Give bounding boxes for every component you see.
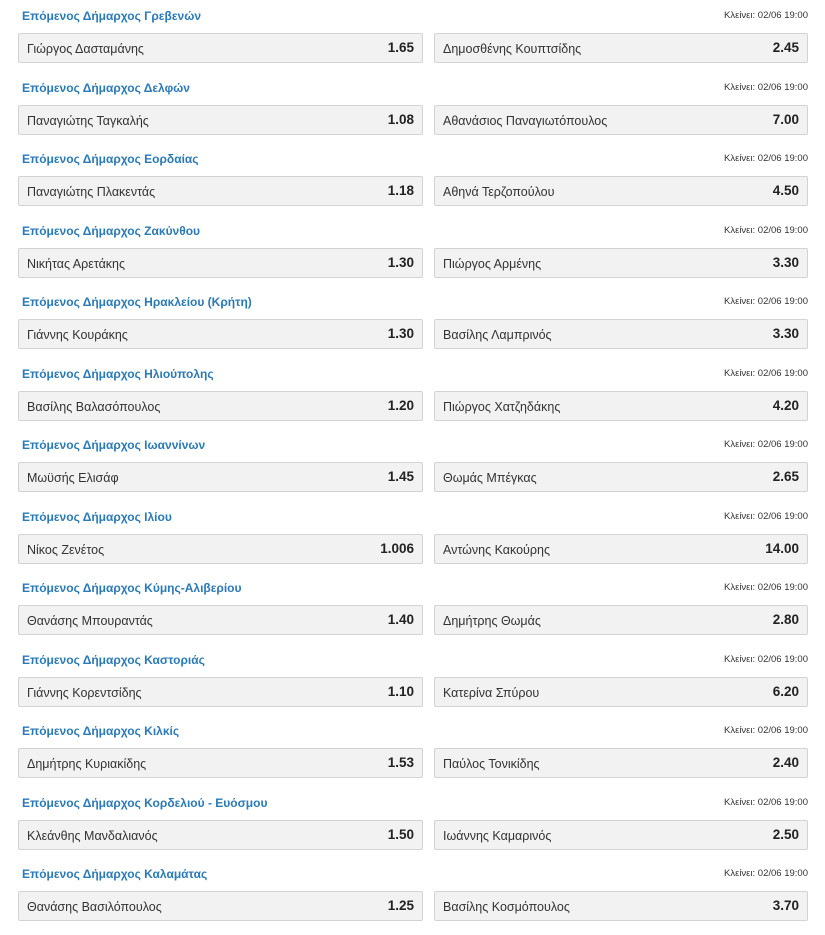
selection-name: Αθανάσιος Παναγιωτόπουλος — [443, 113, 608, 128]
market-header — [22, 152, 808, 168]
market-title[interactable]: Επόμενος Δήμαρχος Ηλιούπολης — [22, 366, 214, 381]
market-block — [0, 358, 825, 430]
market-close-time: Κλείνει: 02/06 19:00 — [724, 582, 808, 593]
market-block — [0, 215, 825, 287]
market-header — [22, 510, 808, 526]
away-selection-button[interactable] — [434, 105, 808, 135]
away-selection-button[interactable] — [434, 820, 808, 850]
home-selection-button[interactable] — [18, 820, 423, 850]
selection-odds: 3.70 — [772, 898, 799, 913]
market-header — [22, 224, 808, 240]
market-title[interactable]: Επόμενος Δήμαρχος Ιλίου — [22, 509, 172, 524]
market-title[interactable]: Επόμενος Δήμαρχος Ηρακλείου (Κρήτη) — [22, 295, 252, 309]
market-header — [22, 867, 808, 883]
home-selection-button[interactable] — [18, 33, 423, 63]
away-selection-button[interactable] — [434, 605, 808, 635]
away-selection-button[interactable] — [434, 534, 808, 564]
selection-name: Βασίλης Κοσμόπουλος — [443, 900, 570, 914]
away-selection-button[interactable] — [434, 748, 808, 778]
selection-name: Γιάννης Κουράκης — [27, 328, 128, 342]
home-selection-button[interactable] — [18, 248, 423, 278]
market-title[interactable]: Επόμενος Δήμαρχος Ιωαννίνων — [22, 438, 206, 452]
market-block — [0, 429, 825, 501]
market-block — [0, 72, 825, 144]
home-selection-button[interactable] — [18, 462, 423, 492]
selection-name: Παύλος Τονικίδης — [443, 757, 540, 771]
away-selection-button[interactable] — [434, 391, 808, 421]
selection-odds: 14.00 — [765, 540, 799, 556]
market-header — [22, 438, 808, 454]
market-title[interactable]: Επόμενος Δήμαρχος Εορδαίας — [22, 152, 199, 166]
market-block — [0, 143, 825, 215]
market-close-time: Κλείνει: 02/06 19:00 — [724, 868, 808, 879]
selection-odds: 1.40 — [387, 612, 414, 627]
selection-name: Νικήτας Αρετάκης — [27, 256, 126, 271]
selection-odds: 2.80 — [772, 612, 799, 627]
selection-odds: 1.006 — [380, 540, 414, 556]
market-header — [22, 295, 808, 311]
selection-odds: 3.30 — [772, 254, 799, 270]
away-selection-button[interactable] — [434, 248, 808, 278]
market-block — [0, 715, 825, 787]
selection-odds: 1.65 — [387, 40, 414, 55]
market-header — [22, 9, 808, 25]
home-selection-button[interactable] — [18, 534, 423, 564]
away-selection-button[interactable] — [434, 319, 808, 349]
market-close-time: Κλείνει: 02/06 19:00 — [724, 81, 808, 93]
selection-name: Κατερίνα Σπύρου — [443, 685, 540, 700]
selection-name: Γιάννης Κορεντσίδης — [27, 685, 142, 700]
market-close-time: Κλείνει: 02/06 19:00 — [724, 653, 808, 665]
selection-odds: 6.20 — [772, 683, 799, 699]
home-selection-button[interactable] — [18, 176, 423, 206]
market-close-time: Κλείνει: 02/06 19:00 — [724, 224, 808, 236]
home-selection-button[interactable] — [18, 677, 423, 707]
selection-odds: 1.50 — [387, 826, 414, 842]
market-close-time: Κλείνει: 02/06 19:00 — [724, 296, 808, 307]
market-block — [0, 0, 825, 72]
selection-odds: 1.20 — [387, 397, 414, 413]
market-header — [22, 724, 808, 740]
market-block — [0, 286, 825, 358]
selection-odds: 4.50 — [772, 183, 799, 198]
home-selection-button[interactable] — [18, 105, 423, 135]
selection-name: Βασίλης Βαλασόπουλος — [27, 399, 161, 414]
selection-name: Θωμάς Μπέγκας — [443, 471, 537, 485]
market-close-time: Κλείνει: 02/06 19:00 — [724, 796, 808, 808]
market-header — [22, 653, 808, 669]
selection-odds: 1.25 — [387, 898, 414, 913]
away-selection-button[interactable] — [434, 462, 808, 492]
selection-name: Παναγιώτης Ταγκαλής — [27, 113, 149, 128]
selection-name: Μωϋσής Ελισάφ — [27, 471, 119, 485]
market-block — [0, 858, 825, 930]
market-close-time: Κλείνει: 02/06 19:00 — [724, 439, 808, 450]
home-selection-button[interactable] — [18, 319, 423, 349]
selection-name: Πιώργος Χατζηδάκης — [443, 399, 561, 414]
market-title[interactable]: Επόμενος Δήμαρχος Δελφών — [22, 80, 190, 95]
away-selection-button[interactable] — [434, 891, 808, 921]
market-header — [22, 81, 808, 97]
selection-odds: 2.65 — [772, 469, 799, 484]
market-title[interactable]: Επόμενος Δήμαρχος Καστοριάς — [22, 652, 205, 667]
selection-odds: 1.18 — [387, 183, 414, 198]
selection-name: Αντώνης Κακούρης — [443, 542, 550, 557]
market-block — [0, 787, 825, 859]
market-header — [22, 581, 808, 597]
selection-odds: 2.40 — [772, 755, 799, 770]
selection-name: Πιώργος Αρμένης — [443, 256, 542, 271]
selection-odds: 2.45 — [772, 40, 799, 55]
home-selection-button[interactable] — [18, 891, 423, 921]
selection-name: Βασίλης Λαμπρινός — [443, 328, 552, 342]
market-title[interactable]: Επόμενος Δήμαρχος Ζακύνθου — [22, 223, 201, 238]
selection-odds: 1.53 — [387, 755, 414, 770]
selection-name: Αθηνά Τερζοπούλου — [443, 185, 555, 199]
selection-odds: 1.30 — [387, 254, 414, 270]
home-selection-button[interactable] — [18, 748, 423, 778]
selection-name: Κλεάνθης Μανδαλιανός — [27, 828, 158, 843]
away-selection-button[interactable] — [434, 677, 808, 707]
market-close-time: Κλείνει: 02/06 19:00 — [724, 725, 808, 736]
market-block — [0, 501, 825, 573]
selection-name: Θανάσης Βασιλόπουλος — [27, 900, 162, 914]
selection-odds: 3.30 — [772, 326, 799, 341]
selection-name: Δημήτρης Κυριακίδης — [27, 757, 147, 771]
market-header — [22, 796, 808, 812]
market-title[interactable]: Επόμενος Δήμαρχος Κιλκίς — [22, 724, 180, 738]
selection-name: Δημήτρης Θωμάς — [443, 614, 541, 628]
selection-odds: 1.45 — [387, 469, 414, 484]
market-close-time: Κλείνει: 02/06 19:00 — [724, 510, 808, 522]
away-selection-button[interactable] — [434, 33, 808, 63]
selection-odds: 4.20 — [772, 397, 799, 413]
selection-name: Ιωάννης Καμαρινός — [443, 828, 552, 843]
selection-name: Δημοσθένης Κουπτσίδης — [443, 42, 582, 56]
market-close-time: Κλείνει: 02/06 19:00 — [724, 10, 808, 21]
market-close-time: Κλείνει: 02/06 19:00 — [724, 153, 808, 164]
market-title[interactable]: Επόμενος Δήμαρχος Κύμης-Αλιβερίου — [22, 581, 242, 595]
market-block — [0, 572, 825, 644]
market-title[interactable]: Επόμενος Δήμαρχος Γρεβενών — [22, 9, 202, 23]
selection-name: Παναγιώτης Πλακεντάς — [27, 185, 156, 199]
selection-odds: 2.50 — [772, 826, 799, 842]
selection-name: Θανάσης Μπουραντάς — [27, 614, 153, 628]
home-selection-button[interactable] — [18, 605, 423, 635]
market-header — [22, 367, 808, 383]
home-selection-button[interactable] — [18, 391, 423, 421]
selection-name: Γιώργος Δασταμάνης — [27, 42, 144, 56]
market-title[interactable]: Επόμενος Δήμαρχος Κορδελιού - Ευόσμου — [22, 795, 268, 810]
market-title[interactable]: Επόμενος Δήμαρχος Καλαμάτας — [22, 867, 208, 881]
selection-name: Νίκος Ζενέτος — [27, 542, 105, 557]
selection-odds: 1.30 — [387, 326, 414, 341]
away-selection-button[interactable] — [434, 176, 808, 206]
selection-odds: 1.10 — [387, 683, 414, 699]
market-block — [0, 644, 825, 716]
selection-odds: 7.00 — [772, 111, 799, 127]
selection-odds: 1.08 — [387, 111, 414, 127]
market-close-time: Κλείνει: 02/06 19:00 — [724, 367, 808, 379]
